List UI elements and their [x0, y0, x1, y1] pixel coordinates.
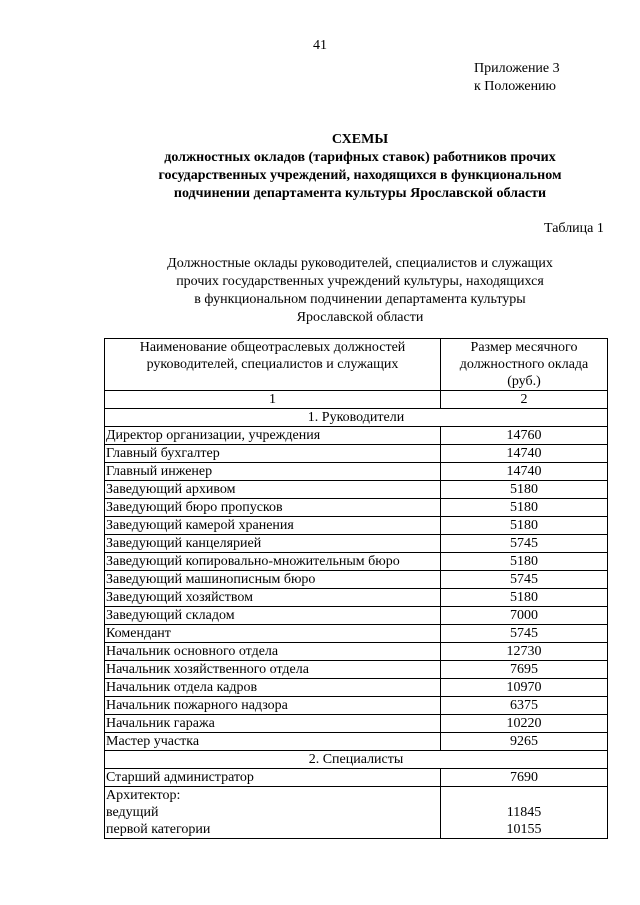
table-row — [105, 553, 608, 571]
header-line: Размер месячного — [470, 340, 578, 355]
caption-line: прочих государственных учреждений культуры, находящихся — [176, 274, 544, 289]
position-name: Заведующий бюро пропусков — [105, 499, 441, 517]
salary-amount: 9265 — [441, 733, 608, 751]
architect-amount: 10155 — [506, 822, 542, 837]
position-name: Начальник отдела кадров — [105, 679, 441, 697]
table-row-architect — [105, 787, 608, 839]
salary-amount: 5745 — [441, 571, 608, 589]
position-name: Начальник гаража — [105, 715, 441, 733]
salary-amount: 5180 — [441, 553, 608, 571]
table-header-row — [105, 339, 608, 391]
architect-title: Архитектор: — [106, 788, 181, 803]
header-line: Наименование общеотраслевых должностей — [139, 340, 406, 355]
table-row — [105, 427, 608, 445]
salary-amount: 12730 — [441, 643, 608, 661]
salary-amount: 10220 — [441, 715, 608, 733]
salary-amount: 7000 — [441, 607, 608, 625]
salary-amount: 14740 — [441, 445, 608, 463]
table-row — [105, 589, 608, 607]
heading-line: государственных учреждений, находящихся в функциональном — [158, 168, 562, 183]
salary-amount: 5180 — [441, 499, 608, 517]
column-number: 1 — [105, 391, 441, 409]
salary-amount: 5180 — [441, 481, 608, 499]
position-name: Заведующий машинописным бюро — [105, 571, 441, 589]
table-row — [105, 679, 608, 697]
column-number-row — [105, 391, 608, 409]
heading-line: подчинении департамента культуры Ярославской области — [173, 186, 547, 201]
position-name: Заведующий камерой хранения — [105, 517, 441, 535]
position-name: Комендант — [105, 625, 441, 643]
caption-line: Должностные оклады руководителей, специалистов и служащих — [167, 256, 553, 271]
header-line: (руб.) — [507, 374, 541, 389]
position-name: Заведующий архивом — [105, 481, 441, 499]
salary-amount: 5745 — [441, 535, 608, 553]
position-name: Заведующий канцелярией — [105, 535, 441, 553]
table-row — [105, 697, 608, 715]
page-number: 41 — [313, 38, 327, 53]
column-header-salary — [441, 339, 608, 391]
document-heading — [90, 131, 630, 203]
architect-grade: ведущий — [106, 805, 159, 820]
blank-line — [442, 787, 606, 804]
caption-line: в функциональном подчинении департамента культуры — [194, 292, 526, 307]
appendix-line: к Положению — [474, 79, 557, 94]
header-line: руководителей, специалистов и служащих — [146, 357, 399, 372]
salary-amount: 14760 — [441, 427, 608, 445]
table-row — [105, 463, 608, 481]
position-name: Мастер участка — [105, 733, 441, 751]
table-row — [105, 769, 608, 787]
position-name: Начальник пожарного надзора — [105, 697, 441, 715]
table-caption — [110, 255, 610, 327]
table-row — [105, 643, 608, 661]
section-title: 2. Специалисты — [105, 751, 608, 769]
caption-line: Ярославской области — [296, 310, 424, 325]
table-row — [105, 499, 608, 517]
table-row — [105, 607, 608, 625]
salary-amount: 5180 — [441, 517, 608, 535]
table-row — [105, 571, 608, 589]
heading-line: СХЕМЫ — [331, 132, 389, 147]
section-row — [105, 409, 608, 427]
salary-amount: 10970 — [441, 679, 608, 697]
architect-grade: первой категории — [106, 822, 211, 837]
position-name — [105, 787, 441, 839]
table-label: Таблица 1 — [544, 221, 604, 236]
section-title: 1. Руководители — [105, 409, 608, 427]
column-number: 2 — [441, 391, 608, 409]
table-row — [105, 625, 608, 643]
position-name: Начальник основного отдела — [105, 643, 441, 661]
salary-amount: 14740 — [441, 463, 608, 481]
salary-amount: 6375 — [441, 697, 608, 715]
salary-amount: 5745 — [441, 625, 608, 643]
position-name: Главный бухгалтер — [105, 445, 441, 463]
architect-amount: 11845 — [506, 805, 542, 820]
table-row — [105, 661, 608, 679]
header-line: должностного оклада — [459, 357, 589, 372]
position-name: Старший администратор — [105, 769, 441, 787]
section-row — [105, 751, 608, 769]
position-name: Начальник хозяйственного отдела — [105, 661, 441, 679]
table-row — [105, 715, 608, 733]
salary-amount: 5180 — [441, 589, 608, 607]
position-name: Заведующий хозяйством — [105, 589, 441, 607]
table-row — [105, 481, 608, 499]
column-header-position — [105, 339, 441, 391]
table-row — [105, 445, 608, 463]
table-row — [105, 517, 608, 535]
heading-line: должностных окладов (тарифных ставок) работников прочих — [164, 150, 556, 165]
position-name: Главный инженер — [105, 463, 441, 481]
salary-amount: 7695 — [441, 661, 608, 679]
position-name: Заведующий складом — [105, 607, 441, 625]
position-name: Директор организации, учреждения — [105, 427, 441, 445]
salary-table — [104, 338, 608, 839]
table-row — [105, 535, 608, 553]
table-row — [105, 733, 608, 751]
appendix-line: Приложение 3 — [474, 61, 560, 76]
position-name: Заведующий копировально-множительным бюро — [105, 553, 441, 571]
salary-amount — [441, 787, 608, 839]
salary-amount: 7690 — [441, 769, 608, 787]
appendix-note — [474, 60, 560, 96]
